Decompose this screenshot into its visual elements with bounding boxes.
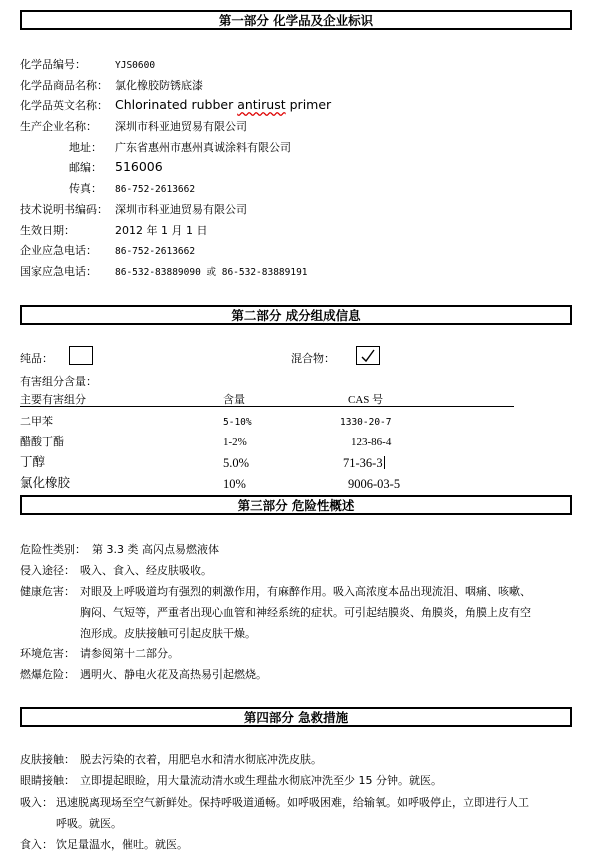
product-name-value: 氯化橡胶防锈底漆 <box>115 79 203 92</box>
text-cursor <box>384 456 385 469</box>
company-value: 深圳市科亚迪贸易有限公司 <box>115 120 247 133</box>
ingestion-label: 食入： <box>20 838 53 851</box>
english-name-value <box>115 98 331 112</box>
english-name-part-c: primer <box>285 97 332 112</box>
effective-date-label: 生效日期： <box>20 224 75 237</box>
component-name-2: 醋酸丁酯 <box>20 435 64 448</box>
manual-code-value: 深圳市科亚迪贸易有限公司 <box>115 203 247 216</box>
inhalation-value-2: 呼吸。就医。 <box>56 817 122 830</box>
component-cas-4: 9006-03-5 <box>348 477 401 491</box>
checkmark-icon <box>357 347 379 364</box>
component-name-3: 丁醇 <box>20 454 46 469</box>
skin-contact-value: 脱去污染的衣着，用肥皂水和清水彻底冲洗皮肤。 <box>80 753 322 766</box>
national-emergency-value: 86-532-83889090 或 86-532-83889191 <box>115 267 308 278</box>
route-value: 吸入、食入、经皮肤吸收。 <box>80 564 212 577</box>
fire-hazard-label: 燃爆危险： <box>20 668 75 681</box>
chemical-code-label: 化学品编号： <box>20 58 86 71</box>
component-cas-3-text: 71-36-3 <box>343 456 383 470</box>
national-emergency-label: 国家应急电话： <box>20 265 97 278</box>
component-cas-2: 123-86-4 <box>351 436 392 448</box>
zip-label: 邮编： <box>69 161 102 174</box>
eye-contact-label: 眼睛接触： <box>20 774 75 787</box>
component-cas-1: 1330-20-7 <box>340 417 392 428</box>
route-label: 侵入途径： <box>20 564 75 577</box>
section-1-header: 第一部分 化学品及企业标识 <box>20 10 572 30</box>
mixture-checkbox[interactable] <box>356 346 380 365</box>
hazard-category-label: 危险性类别： <box>20 543 86 556</box>
env-hazard-value: 请参阅第十二部分。 <box>80 647 179 660</box>
inhalation-label: 吸入： <box>20 796 53 809</box>
component-cas-3 <box>343 456 385 470</box>
hazard-content-label: 有害组分含量： <box>20 375 97 388</box>
company-emergency-label: 企业应急电话： <box>20 244 97 257</box>
component-name-1: 二甲苯 <box>20 415 53 428</box>
health-hazard-line-2: 胸闷、气短等，严重者出现心血管和神经系统的症状。可引起结膜炎、角膜炎，角膜上皮有空 <box>80 606 531 619</box>
health-hazard-line-3: 泡形成。皮肤接触可引起皮肤干燥。 <box>80 627 256 640</box>
component-content-1: 5-10% <box>223 417 252 428</box>
health-hazard-line-1: 对眼及上呼吸道均有强烈的刺激作用，有麻醉作用。吸入高浓度本品出现流泪、咽痛、咳嗽、 <box>80 585 531 598</box>
manual-code-label: 技术说明书编码： <box>20 203 108 216</box>
company-label: 生产企业名称： <box>20 120 97 133</box>
skin-contact-label: 皮肤接触： <box>20 753 75 766</box>
address-value: 广东省惠州市惠州真诚涂料有限公司 <box>115 141 291 154</box>
fax-value: 86-752-2613662 <box>115 184 196 195</box>
health-hazard-label: 健康危害： <box>20 585 75 598</box>
product-name-label: 化学品商品名称： <box>20 79 108 92</box>
eye-contact-value: 立即提起眼睑，用大量流动清水或生理盐水彻底冲洗至少 15 分钟。就医。 <box>80 774 442 787</box>
english-name-part-a: Chlorinated rubber <box>115 97 238 112</box>
section-3-header: 第三部分 危险性概述 <box>20 495 572 515</box>
env-hazard-label: 环境危害： <box>20 647 75 660</box>
chemical-code-value: YJS0600 <box>115 60 156 71</box>
address-label: 地址： <box>69 141 102 154</box>
section-2-header: 第二部分 成分组成信息 <box>20 305 572 325</box>
section-4-header: 第四部分 急救措施 <box>20 707 572 727</box>
table-header-rule <box>20 406 514 407</box>
english-name-label: 化学品英文名称： <box>20 99 108 112</box>
component-content-4: 10% <box>223 477 246 491</box>
col-component-header: 主要有害组分 <box>20 393 86 406</box>
col-cas-header: CAS 号 <box>348 394 384 406</box>
effective-date-value: 2012 年 1 月 1 日 <box>115 224 208 237</box>
col-content-header: 含量 <box>223 393 245 406</box>
mixture-label: 混合物： <box>291 352 335 365</box>
fax-label: 传真： <box>69 182 102 195</box>
pure-checkbox[interactable] <box>69 346 93 365</box>
component-content-2: 1-2% <box>223 436 247 448</box>
english-name-part-b: antirust <box>237 97 286 112</box>
inhalation-value: 迅速脱离现场至空气新鲜处。保持呼吸道通畅。如呼吸困难，给输氧。如呼吸停止，立即进行人工 <box>56 796 529 809</box>
pure-label: 纯品： <box>20 352 53 365</box>
component-content-3: 5.0% <box>223 456 250 470</box>
hazard-category-value: 第 3.3 类 高闪点易燃液体 <box>92 543 219 556</box>
zip-value: 516006 <box>115 159 163 174</box>
component-name-4: 氯化橡胶 <box>20 475 71 490</box>
company-emergency-value: 86-752-2613662 <box>115 246 196 257</box>
ingestion-value: 饮足量温水，催吐。就医。 <box>56 838 188 851</box>
fire-hazard-value: 遇明火、静电火花及高热易引起燃烧。 <box>80 668 267 681</box>
